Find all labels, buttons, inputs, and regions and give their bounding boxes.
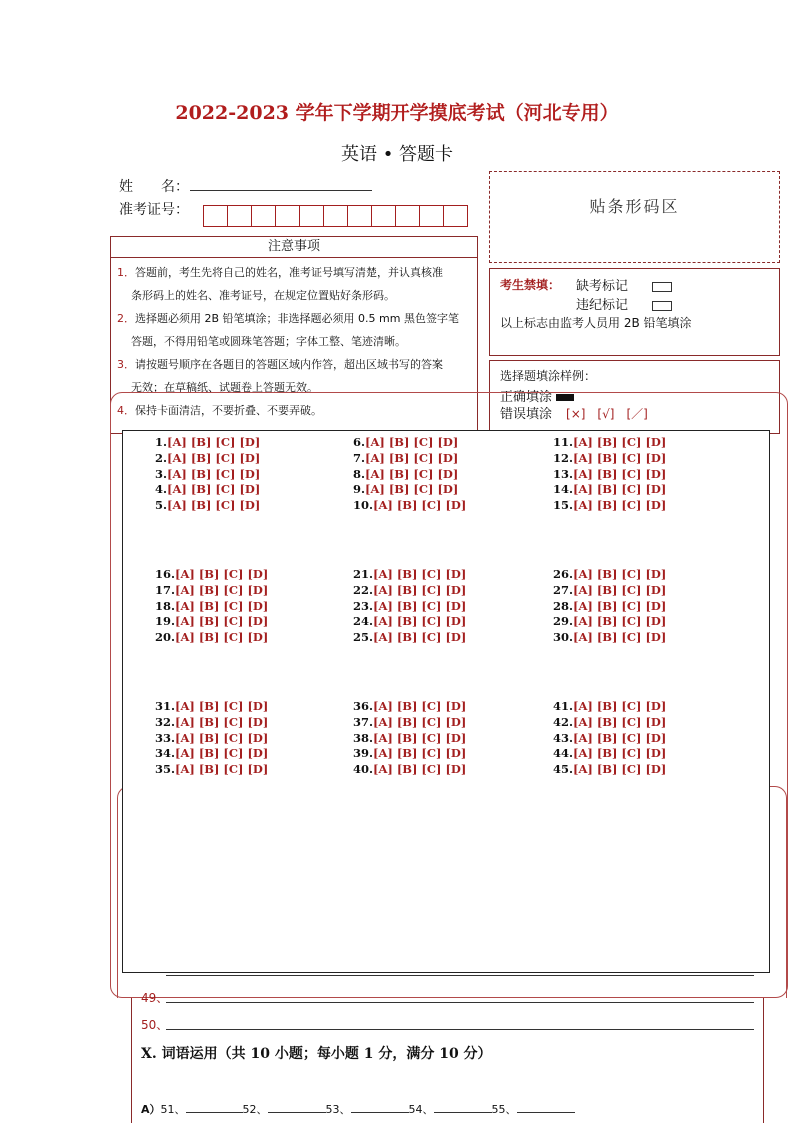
notice-item-4: 4．保持卡面清洁，不要折叠、不要弄破。: [117, 404, 322, 417]
notice-item-2-cont: 答题，不得用铅笔或圆珠笔答题；字体工整、笔迹清晰。: [131, 335, 406, 348]
exam-status-box: [489, 268, 780, 356]
exam-title: 2022-2023 学年下学期开学摸底考试（河北专用）: [175, 102, 619, 124]
question-row[interactable]: 22.[A] [B] [C] [D]: [353, 582, 467, 597]
question-row[interactable]: 35.[A] [B] [C] [D]: [155, 762, 269, 777]
question-row[interactable]: 32.[A] [B] [C] [D]: [155, 714, 269, 729]
notice-item-1-cont: 条形码上的姓名、准考证号，在规定位置贴好条形码。: [131, 289, 395, 302]
notice-item-1: 1．答题前，考生先将自己的姓名，准考证号填写清楚，并认真核准: [117, 266, 443, 279]
question-row[interactable]: 14.[A] [B] [C] [D]: [553, 482, 667, 497]
id-cell[interactable]: [275, 205, 300, 227]
question-row[interactable]: 28.[A] [B] [C] [D]: [553, 598, 667, 613]
id-cell[interactable]: [443, 205, 468, 227]
question-row[interactable]: 25.[A] [B] [C] [D]: [353, 630, 467, 645]
blank-51[interactable]: [186, 1112, 243, 1113]
question-row[interactable]: 45.[A] [B] [C] [D]: [553, 762, 667, 777]
question-row[interactable]: 44.[A] [B] [C] [D]: [553, 746, 667, 761]
question-row[interactable]: 34.[A] [B] [C] [D]: [155, 746, 269, 761]
question-row[interactable]: 36.[A] [B] [C] [D]: [353, 699, 467, 713]
id-cell[interactable]: [251, 205, 276, 227]
question-row[interactable]: 4.[A] [B] [C] [D]: [155, 482, 261, 497]
question-row[interactable]: 20.[A] [B] [C] [D]: [155, 630, 269, 645]
id-cell[interactable]: [347, 205, 372, 227]
section-x-title: X. 词语运用（共 10 小题；每小题 1 分，满分 10 分）: [141, 1046, 492, 1062]
question-row[interactable]: 9.[A] [B] [C] [D]: [353, 482, 459, 497]
question-row[interactable]: 26.[A] [B] [C] [D]: [553, 567, 667, 581]
exam-subtitle: 英语 • 答题卡: [340, 144, 454, 165]
question-row[interactable]: 1.[A] [B] [C] [D]: [155, 435, 261, 449]
fill-wrong: 错误填涂 [×] [√] [／]: [500, 407, 648, 422]
blank-label: 55、: [491, 1103, 517, 1116]
blank-label: 52、: [242, 1103, 268, 1116]
question-row[interactable]: 11.[A] [B] [C] [D]: [553, 435, 667, 449]
notice-item-2: 2．选择题必须用 2B 铅笔填涂；非选择题必须用 0.5 mm 黑色签字笔: [117, 312, 459, 325]
answer-group-1[interactable]: [155, 435, 260, 514]
blank-52[interactable]: [268, 1112, 326, 1113]
notice-item-3-cont: 无效；在草稿纸、试题卷上答题无效。: [131, 381, 318, 394]
question-row[interactable]: 15.[A] [B] [C] [D]: [553, 498, 667, 513]
writing-line-48[interactable]: [166, 975, 754, 976]
name-field[interactable]: [190, 190, 372, 191]
answer-group-8[interactable]: [353, 699, 466, 778]
violation-mark-box[interactable]: [652, 301, 672, 311]
answer-group-5[interactable]: [353, 567, 466, 646]
question-row[interactable]: 7.[A] [B] [C] [D]: [353, 450, 459, 465]
id-cell[interactable]: [395, 205, 420, 227]
question-row[interactable]: 29.[A] [B] [C] [D]: [553, 614, 667, 629]
barcode-area: [489, 171, 780, 263]
question-row[interactable]: 40.[A] [B] [C] [D]: [353, 762, 467, 777]
id-number-grid[interactable]: [203, 205, 467, 227]
blank-55[interactable]: [517, 1112, 575, 1113]
notice-heading: 注意事项: [110, 236, 478, 258]
question-row[interactable]: 23.[A] [B] [C] [D]: [353, 598, 467, 613]
question-row[interactable]: 2.[A] [B] [C] [D]: [155, 450, 261, 465]
question-row[interactable]: 6.[A] [B] [C] [D]: [353, 435, 459, 449]
violation-mark: 违纪标记: [576, 294, 672, 313]
writing-line-49[interactable]: [166, 1002, 754, 1003]
fill-correct: 正确填涂: [500, 386, 574, 405]
answer-group-4[interactable]: [155, 567, 268, 646]
blank-label: 54、: [408, 1103, 434, 1116]
id-cell[interactable]: [299, 205, 324, 227]
blank-53[interactable]: [351, 1112, 409, 1113]
id-cell[interactable]: [419, 205, 444, 227]
question-row[interactable]: 5.[A] [B] [C] [D]: [155, 498, 261, 513]
barcode-label: 贴条形码区: [589, 197, 680, 216]
id-cell[interactable]: [203, 205, 228, 227]
question-row[interactable]: 8.[A] [B] [C] [D]: [353, 466, 459, 481]
question-row[interactable]: 16.[A] [B] [C] [D]: [155, 567, 269, 581]
question-row[interactable]: 3.[A] [B] [C] [D]: [155, 466, 261, 481]
blank-54[interactable]: [434, 1112, 492, 1113]
question-row[interactable]: 30.[A] [B] [C] [D]: [553, 630, 667, 645]
answer-group-7[interactable]: [155, 699, 268, 778]
question-row[interactable]: 12.[A] [B] [C] [D]: [553, 450, 667, 465]
name-label: 姓 名：: [119, 179, 189, 195]
wrong-fill-marks: [×] [√] [／]: [566, 407, 648, 421]
absent-mark-box[interactable]: [652, 282, 672, 292]
question-row[interactable]: 33.[A] [B] [C] [D]: [155, 730, 269, 745]
question-row[interactable]: 13.[A] [B] [C] [D]: [553, 466, 667, 481]
id-cell[interactable]: [371, 205, 396, 227]
notice-item-3: 3．请按题号顺序在各题目的答题区域内作答，超出区域书写的答案: [117, 358, 443, 371]
question-row[interactable]: 10.[A] [B] [C] [D]: [353, 498, 467, 513]
question-row[interactable]: 31.[A] [B] [C] [D]: [155, 699, 269, 713]
absent-mark: 缺考标记: [576, 275, 672, 294]
exam-status-label: 考生禁填：: [500, 278, 561, 292]
blank-label: 51、: [160, 1103, 186, 1116]
question-row[interactable]: 27.[A] [B] [C] [D]: [553, 582, 667, 597]
exam-status-note: 以上标志由监考人员用 2B 铅笔填涂: [500, 316, 692, 330]
answer-group-2[interactable]: [353, 435, 466, 514]
question-row[interactable]: 21.[A] [B] [C] [D]: [353, 567, 467, 581]
question-row[interactable]: 37.[A] [B] [C] [D]: [353, 714, 467, 729]
writing-line-50[interactable]: [166, 1029, 754, 1030]
question-row[interactable]: 19.[A] [B] [C] [D]: [155, 614, 269, 629]
writing-line-50-label: 50、: [141, 1018, 169, 1032]
question-row[interactable]: 18.[A] [B] [C] [D]: [155, 598, 269, 613]
question-row[interactable]: 43.[A] [B] [C] [D]: [553, 730, 667, 745]
question-row[interactable]: 42.[A] [B] [C] [D]: [553, 714, 667, 729]
question-row[interactable]: 17.[A] [B] [C] [D]: [155, 582, 269, 597]
id-cell[interactable]: [323, 205, 348, 227]
answer-group-3[interactable]: [553, 435, 666, 514]
question-row[interactable]: 39.[A] [B] [C] [D]: [353, 746, 467, 761]
row-a-prefix: A）: [141, 1103, 161, 1116]
answer-group-9[interactable]: [553, 699, 666, 778]
section-x-row-a: [141, 1101, 575, 1117]
id-cell[interactable]: [227, 205, 252, 227]
id-label: 准考证号：: [119, 202, 189, 218]
writing-line-49-label: 49、: [141, 991, 169, 1005]
blank-label: 53、: [325, 1103, 351, 1116]
fill-sample-title: 选择题填涂样例：: [500, 369, 597, 383]
question-row[interactable]: 41.[A] [B] [C] [D]: [553, 699, 667, 713]
question-row[interactable]: 24.[A] [B] [C] [D]: [353, 614, 467, 629]
question-row[interactable]: 38.[A] [B] [C] [D]: [353, 730, 467, 745]
answer-group-6[interactable]: [553, 567, 666, 646]
